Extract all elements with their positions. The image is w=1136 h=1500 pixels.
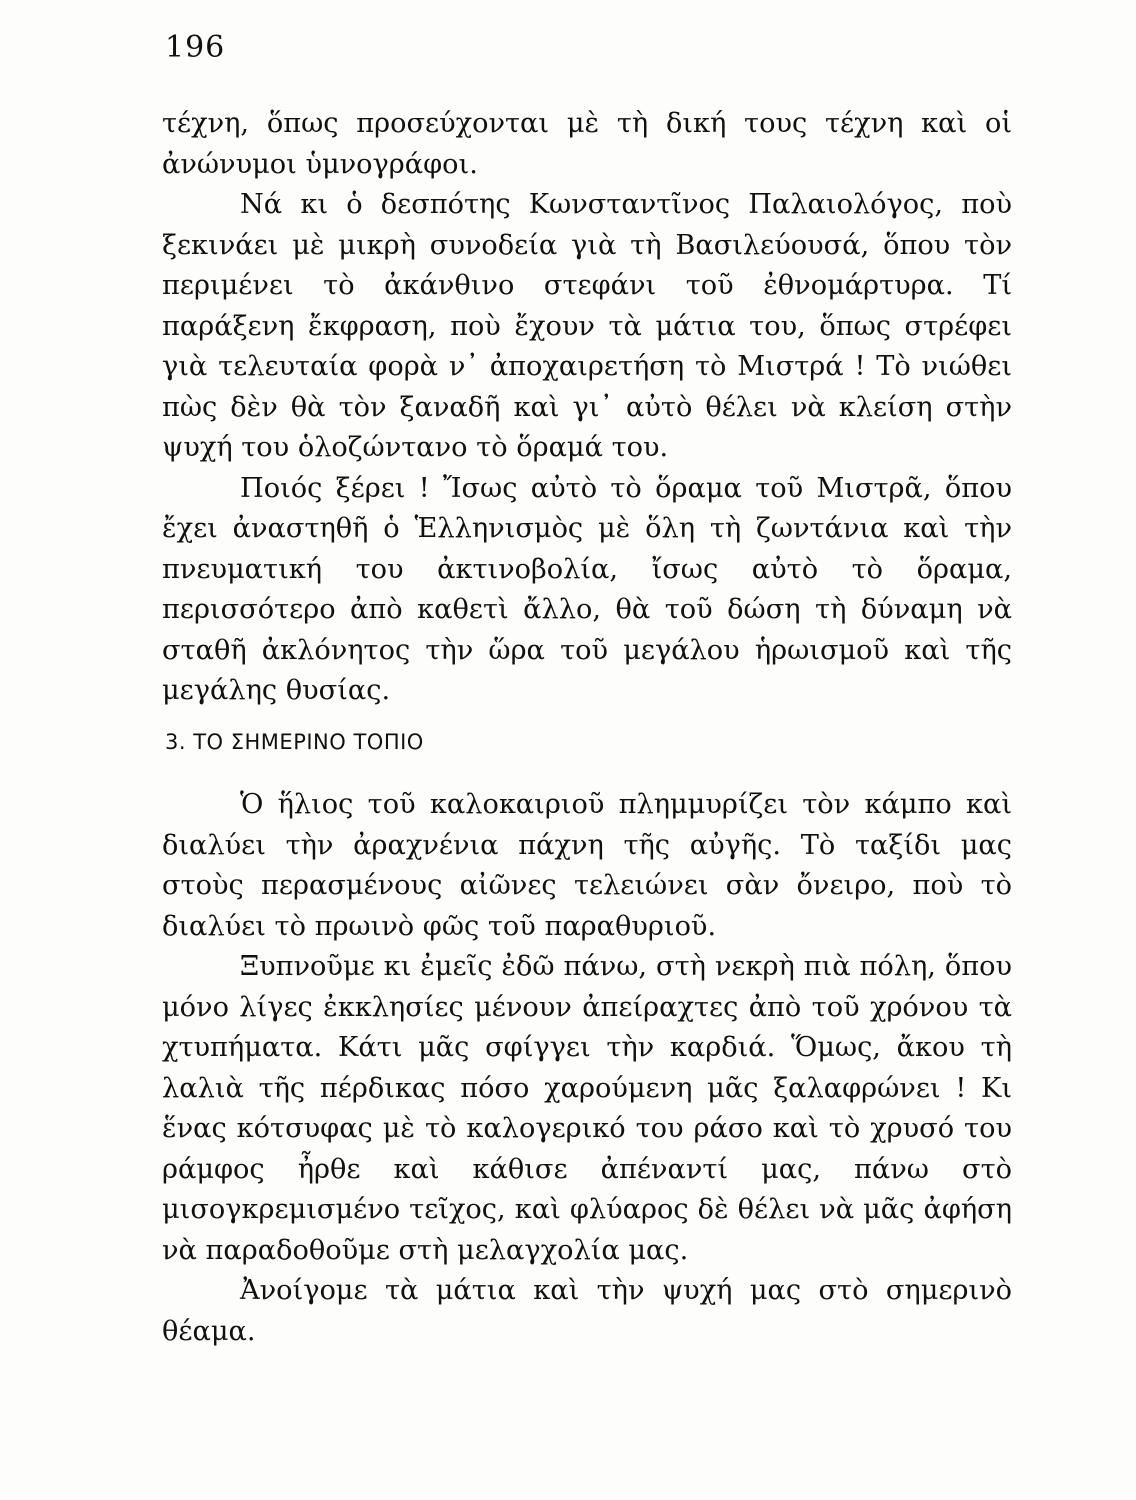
section-1-text [162,104,1012,712]
section-heading: 3. ΤΟ ΣΗΜΕΡΙΝΟ ΤΟΠΙΟ [165,730,424,754]
paragraph-3: Ποιός ξέρει ! Ἴσως αὐτὸ τὸ ὅραμα τοῦ Μιστρᾶ, ὅπου ἔχει ἀναστηθῆ ὁ Ἑλληνισμὸς μὲ ὅλη τὴ ζωντάνια καὶ τὴν πνευματική του ἀκτινοβολία, ἴσως αὐτὸ τὸ ὅραμα, περισσότερο ἀπὸ καθετὶ ἄλλο, θὰ τοῦ δώση τὴ δύναμη νὰ σταθῆ ἀκλόνητος τὴν ὥρα τοῦ μεγάλου ἡρωισμοῦ καὶ τῆς μεγάλης θυσίας. [162,472,1012,706]
paragraph-4: Ὁ ἥλιος τοῦ καλοκαιριοῦ πλημμυρίζει τὸν κάμπο καὶ διαλύει τὴν ἀραχνένια πάχνη τῆς αὐγῆς. Τὸ ταξίδι μας στοὺς περασμένους αἰῶνες τελειώνει σὰν ὄνειρο, ποὺ τὸ διαλύει τὸ πρωινὸ φῶς τοῦ παραθυριοῦ. [162,789,1012,942]
paragraph-5: Ξυπνοῦμε κι ἐμεῖς ἐδῶ πάνω, στὴ νεκρὴ πιὰ πόλη, ὅπου μόνο λίγες ἐκκλησίες μένουν ἀπείραχτες ἀπὸ τοῦ χρόνου τὰ χτυπήματα. Κάτι μᾶς σφίγγει τὴν καρδιά. Ὅμως, ἄκου τὴ λαλιὰ τῆς πέρδικας πόσο χαρούμενη μᾶς ξαλαφρώνει ! Κι ἕνας κότσυφας μὲ τὸ καλογερικό του ράσο καὶ τὸ χρυσό του ράμφος ἦρθε καὶ κάθισε ἀπέναντί μας, πάνω στὸ μισογκρεμισμένο τεῖχος, καὶ φλύαρος δὲ θέλει νὰ μᾶς ἀφήση νὰ παραδοθοῦμε στὴ μελαγχολία μας. [162,951,1012,1266]
paragraph-6: Ἀνοίγομε τὰ μάτια καὶ τὴν ψυχή μας στὸ σημερινὸ θέαμα. [162,1275,1012,1347]
paragraph-1: τέχνη, ὅπως προσεύχονται μὲ τὴ δική τους τέχνη καὶ οἱ ἀνώνυμοι ὑμνογράφοι. [162,108,1012,180]
page-number: 196 [165,30,226,65]
paragraph-2: Νά κι ὁ δεσπότης Κωνσταντῖνος Παλαιολόγος, ποὺ ξεκινάει μὲ μικρὴ συνοδεία γιὰ τὴ Βασιλεύουσά, ὅπου τὸν περιμένει τὸ ἀκάνθινο στεφάνι τοῦ ἐθνομάρτυρα. Τί παράξενη ἔκφραση, ποὺ ἔχουν τὰ μάτια του, ὅπως στρέφει γιὰ τελευταία φορὰ ν᾿ ἀποχαιρετήση τὸ Μιστρά ! Τὸ νιώθει πὼς δὲν θὰ τὸν ξαναδῆ καὶ γι᾿ αὐτὸ θέλει νὰ κλείση στὴν ψυχή του ὁλοζώντανο τὸ ὅραμά του. [162,189,1012,463]
section-2-text [162,785,1012,1352]
